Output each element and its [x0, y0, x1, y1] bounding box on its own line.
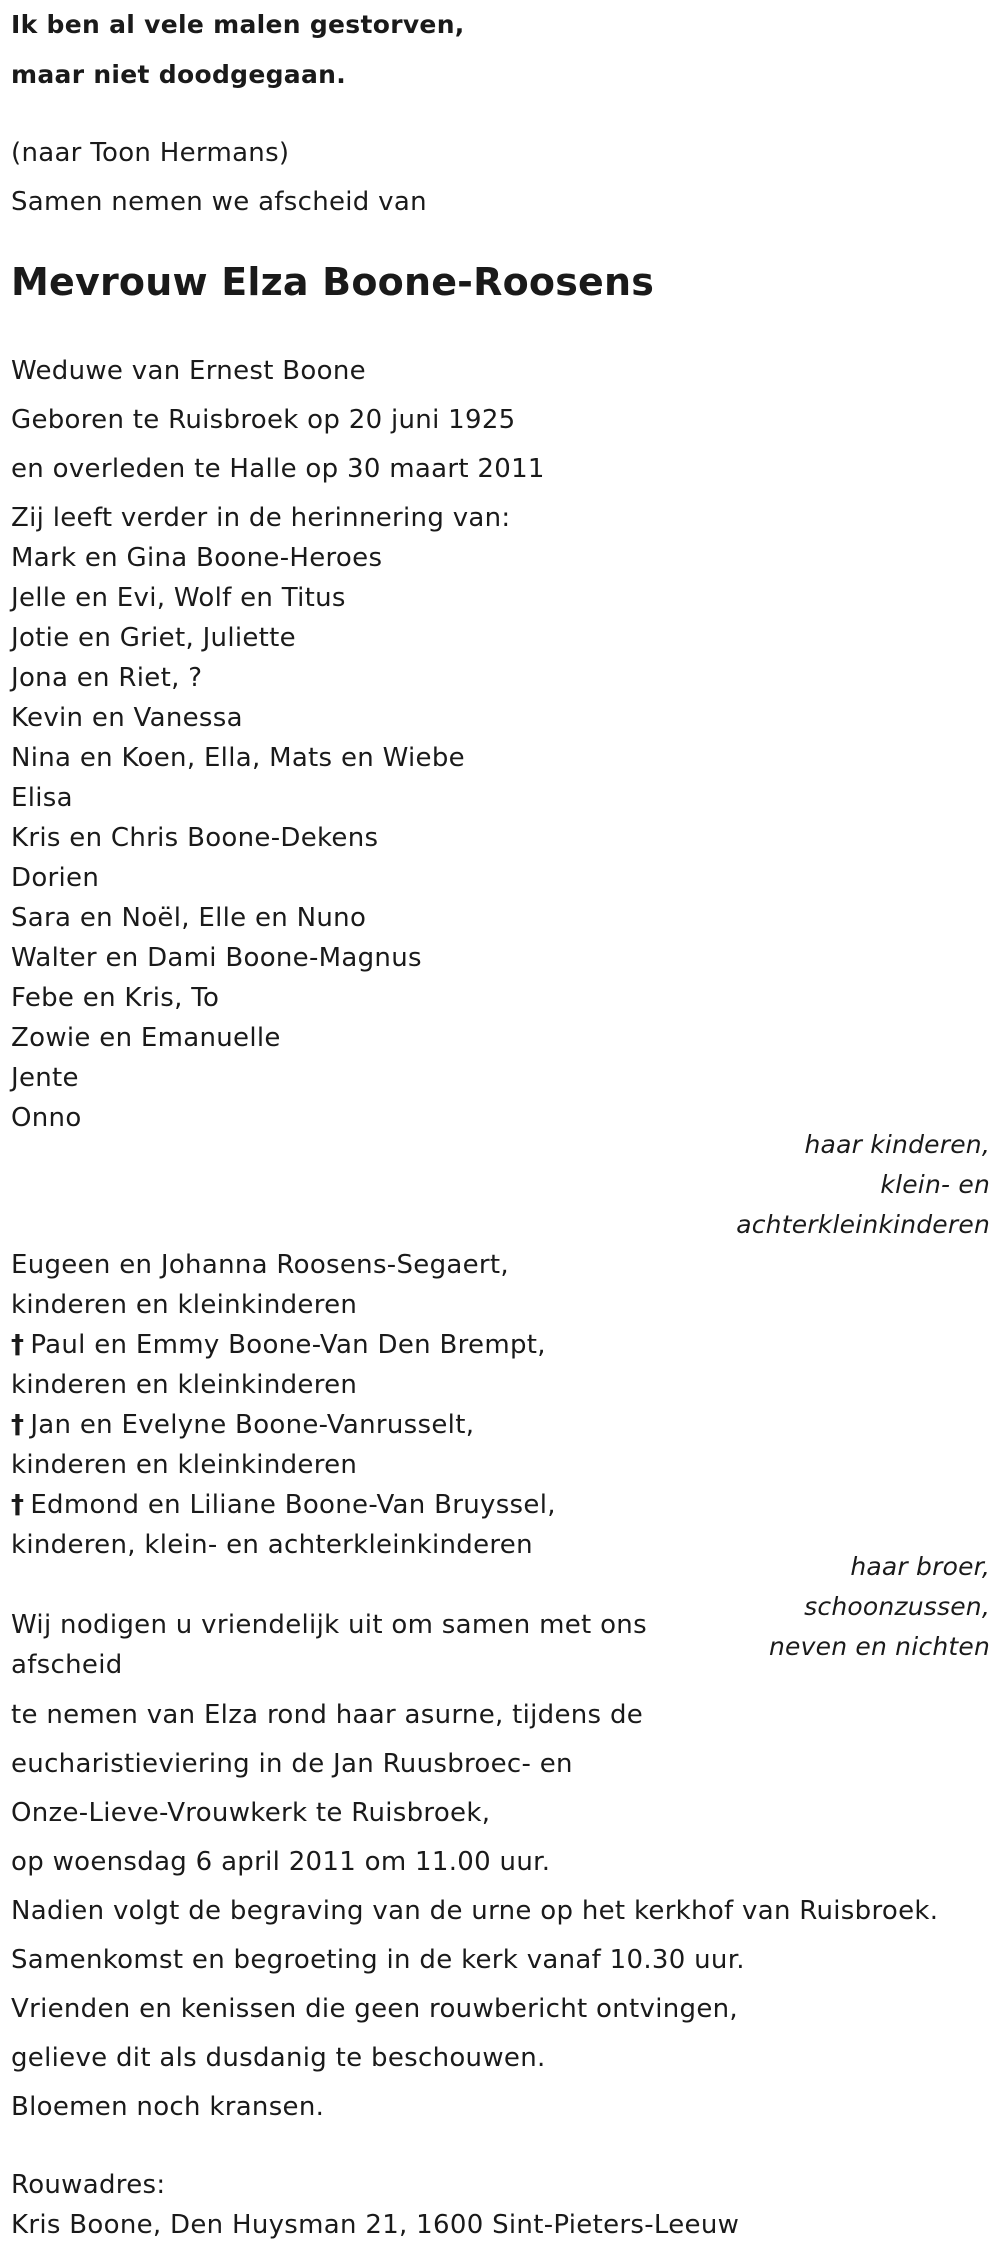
family-line: Jente: [11, 1063, 79, 1093]
family-line: Nina en Koen, Ella, Mats en Wiebe: [11, 743, 465, 773]
cross-icon: †: [11, 1410, 25, 1440]
motto-attribution: (naar Toon Hermans): [11, 138, 290, 168]
invitation-line: Onze-Lieve-Vrouwkerk te Ruisbroek,: [11, 1798, 491, 1828]
family-line: Jona en Riet, ?: [11, 663, 203, 693]
detail-line: Geboren te Ruisbroek op 20 juni 1925: [11, 405, 516, 435]
sibling-line: † Edmond en Liliane Boone-Van Bruyssel,: [11, 1490, 556, 1520]
sibling-line: kinderen en kleinkinderen: [11, 1370, 358, 1400]
family-role-line: haar kinderen,: [804, 1130, 990, 1159]
sibling-line: Eugeen en Johanna Roosens-Segaert,: [11, 1250, 509, 1280]
cross-icon: †: [11, 1330, 25, 1360]
motto-line-2: maar niet doodgegaan.: [11, 60, 347, 89]
family-line: Onno: [11, 1103, 82, 1133]
address-label: Rouwadres:: [11, 2170, 166, 2200]
deceased-name: Mevrouw Elza Boone-Roosens: [11, 260, 655, 304]
family-line: Sara en Noël, Elle en Nuno: [11, 903, 367, 933]
invitation-line: te nemen van Elza rond haar asurne, tijdens de: [11, 1700, 644, 1730]
detail-line: en overleden te Halle op 30 maart 2011: [11, 454, 545, 484]
sibling-line: kinderen en kleinkinderen: [11, 1290, 358, 1320]
invitation-line: Nadien volgt de begraving van de urne op het kerkhof van Ruisbroek.: [11, 1896, 939, 1926]
siblings-role-line: schoonzussen,: [804, 1592, 990, 1621]
sibling-line: † Jan en Evelyne Boone-Vanrusselt,: [11, 1410, 475, 1440]
family-line: Mark en Gina Boone-Heroes: [11, 543, 383, 573]
detail-line: Weduwe van Ernest Boone: [11, 356, 366, 386]
siblings-role-line: haar broer,: [850, 1552, 990, 1581]
family-line: Kevin en Vanessa: [11, 703, 243, 733]
address-value: Kris Boone, Den Huysman 21, 1600 Sint-Pieters-Leeuw: [11, 2210, 740, 2240]
motto-line-1: Ik ben al vele malen gestorven,: [11, 10, 465, 39]
intro-text: Samen nemen we afscheid van: [11, 187, 427, 217]
family-line: Jotie en Griet, Juliette: [11, 623, 296, 653]
invitation-line: afscheid: [11, 1650, 123, 1680]
family-line: Jelle en Evi, Wolf en Titus: [11, 583, 346, 613]
family-role-line: klein- en: [880, 1170, 990, 1199]
invitation-line: Vrienden en kenissen die geen rouwbericht ontvingen,: [11, 1994, 738, 2024]
sibling-line: † Paul en Emmy Boone-Van Den Brempt,: [11, 1330, 546, 1360]
family-line: Zowie en Emanuelle: [11, 1023, 281, 1053]
memory-intro: Zij leeft verder in de herinnering van:: [11, 503, 511, 533]
family-line: Elisa: [11, 783, 73, 813]
invitation-line: Wij nodigen u vriendelijk uit om samen met ons: [11, 1610, 647, 1640]
cross-icon: †: [11, 1490, 25, 1520]
family-line: Kris en Chris Boone-Dekens: [11, 823, 379, 853]
invitation-line: Samenkomst en begroeting in de kerk vanaf 10.30 uur.: [11, 1945, 745, 1975]
invitation-line: Bloemen noch kransen.: [11, 2092, 325, 2122]
family-role-line: achterkleinkinderen: [736, 1210, 990, 1239]
siblings-role-line: neven en nichten: [769, 1632, 990, 1661]
invitation-line: op woensdag 6 april 2011 om 11.00 uur.: [11, 1847, 551, 1877]
invitation-line: gelieve dit als dusdanig te beschouwen.: [11, 2043, 546, 2073]
family-line: Febe en Kris, To: [11, 983, 220, 1013]
invitation-line: eucharistieviering in de Jan Ruusbroec- en: [11, 1749, 573, 1779]
family-line: Walter en Dami Boone-Magnus: [11, 943, 422, 973]
sibling-line: kinderen en kleinkinderen: [11, 1450, 358, 1480]
family-line: Dorien: [11, 863, 100, 893]
sibling-line: kinderen, klein- en achterkleinkinderen: [11, 1530, 533, 1560]
